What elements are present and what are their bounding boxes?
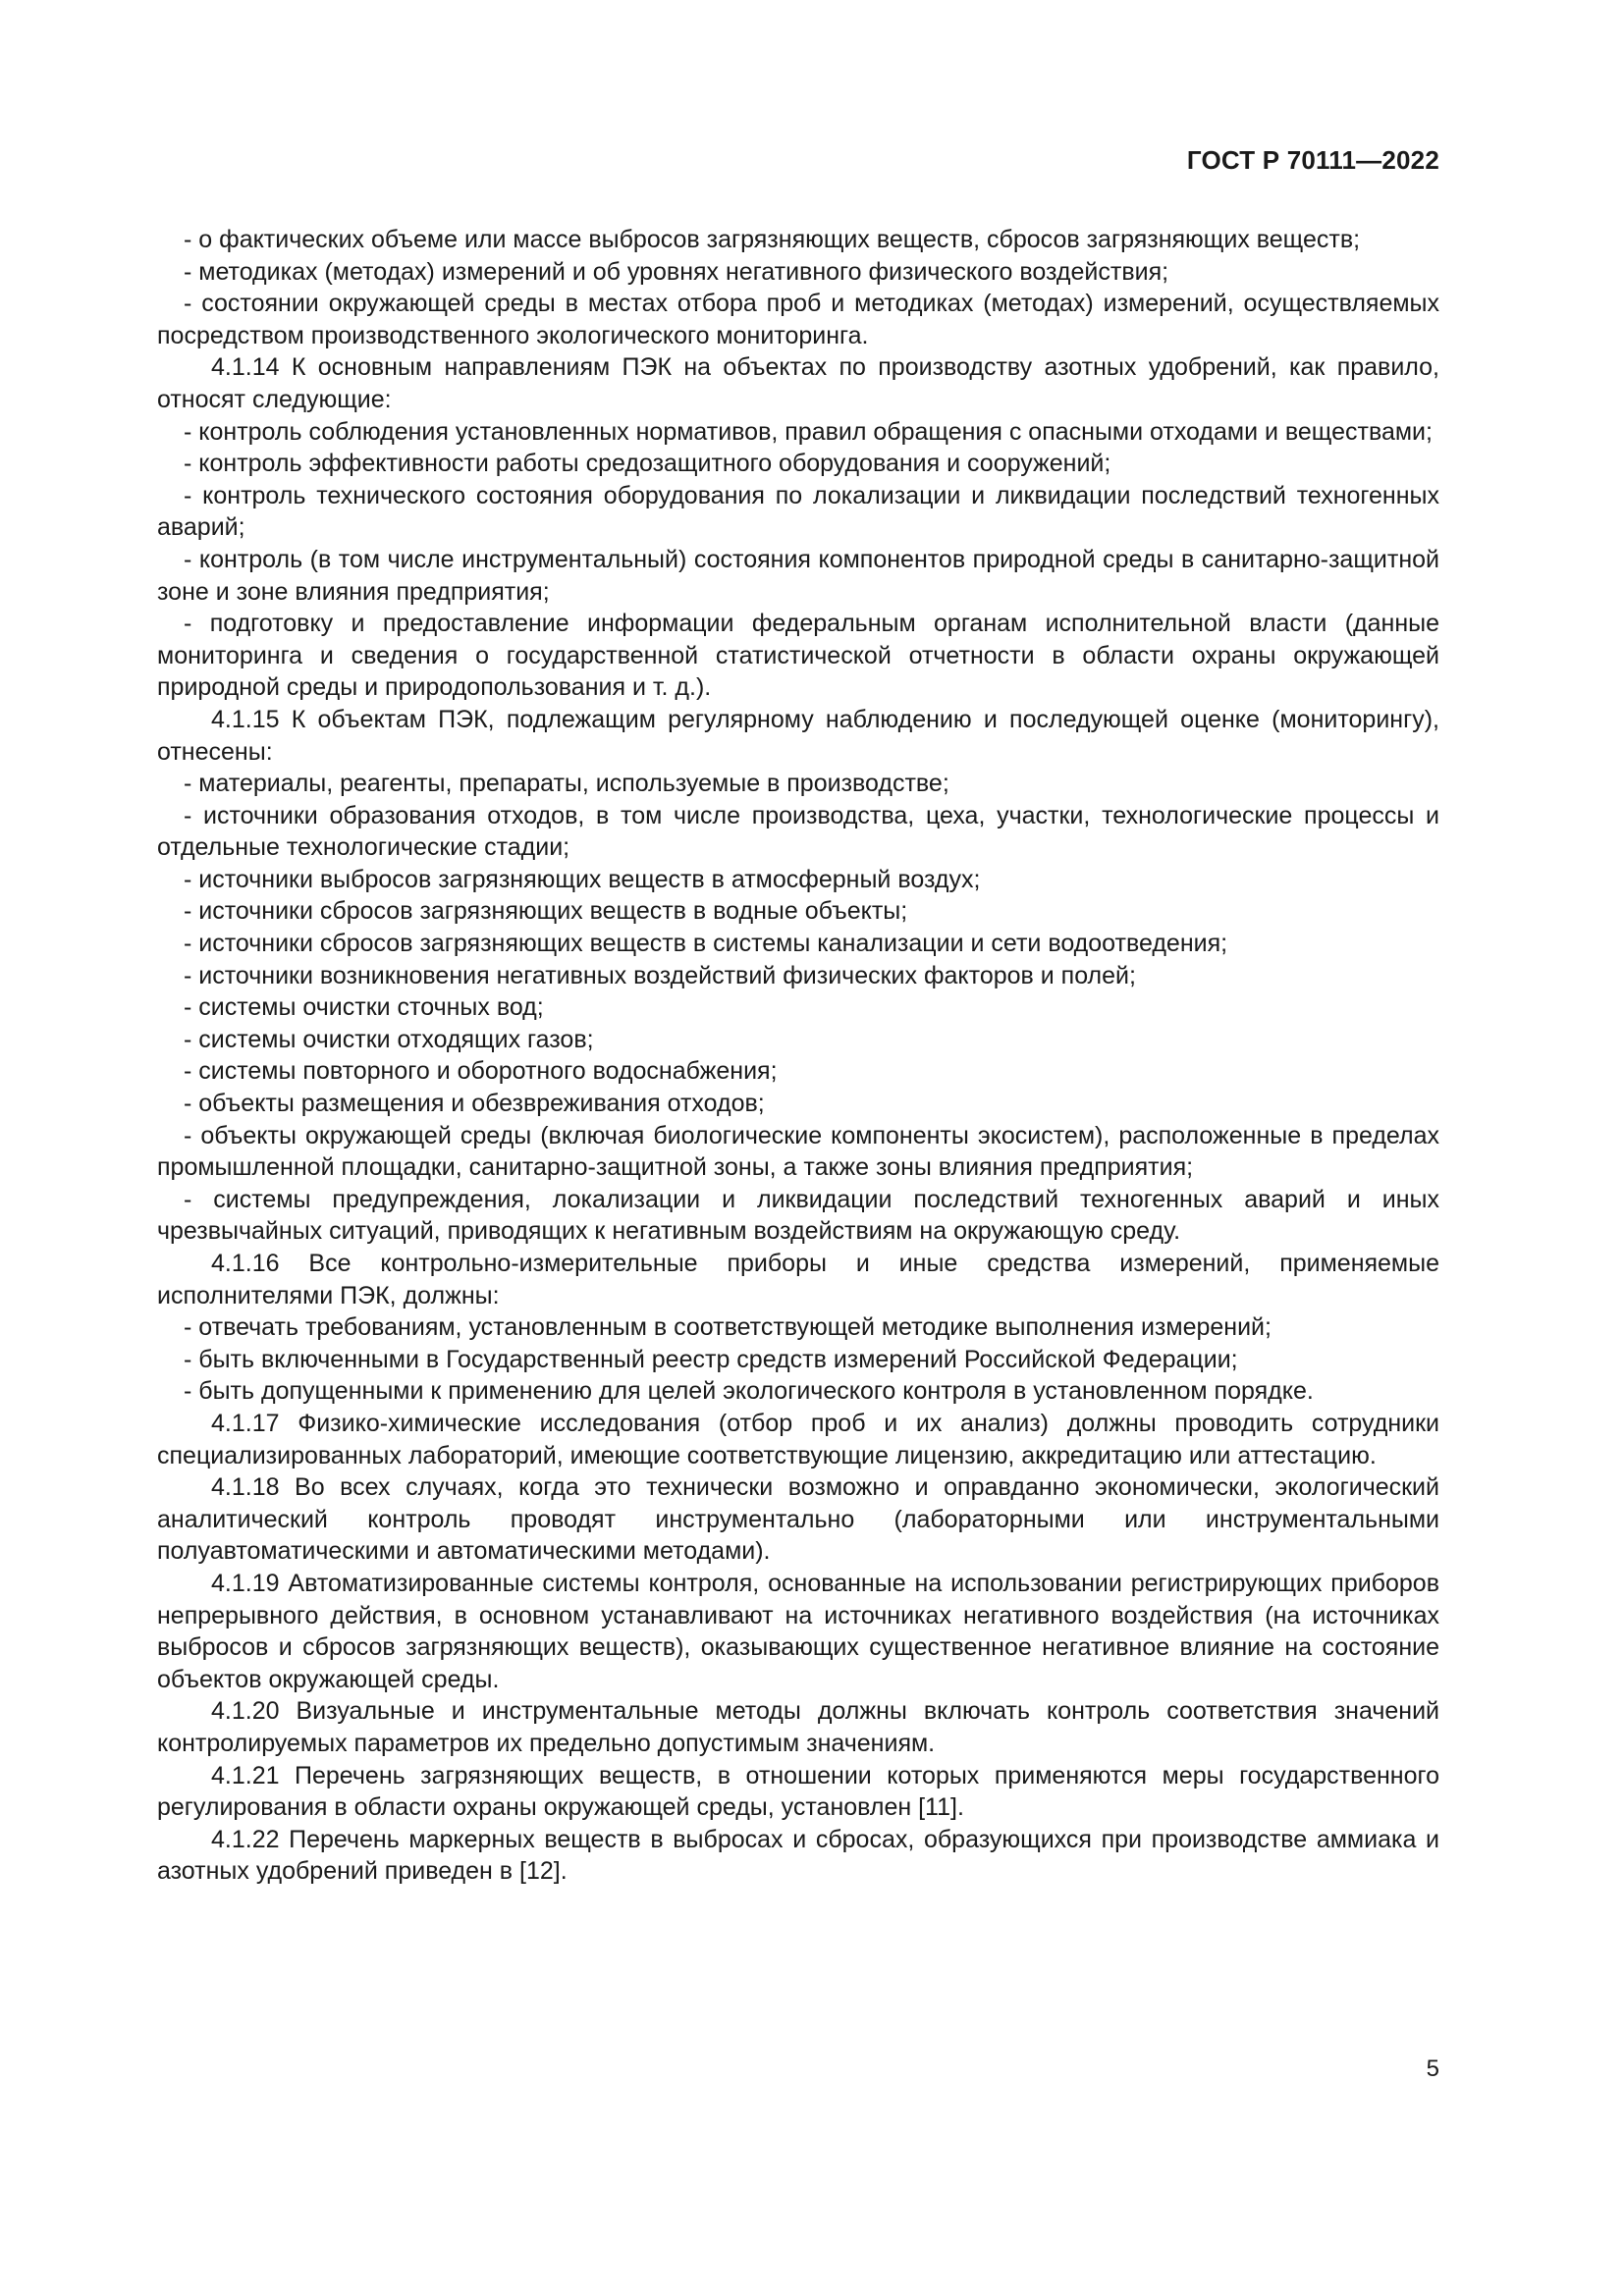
clause-paragraph: 4.1.17 Физико-химические исследования (отбор проб и их анализ) должны проводить сотрудники специализированных лабораторий, имеющие соответствующие лицензию, аккредитацию или аттестацию. [157, 1409, 1439, 1469]
list-item: - быть включенными в Государственный реестр средств измерений Российской Федерации; [184, 1345, 1238, 1373]
clause-paragraph: 4.1.16 Все контрольно-измерительные приборы и иные средства измерений, применяемые исполнителями ПЭК, должны: [157, 1250, 1439, 1309]
list-item: - быть допущенными к применению для целей экологического контроля в установленном порядке. [184, 1377, 1314, 1406]
list-item: - объекты размещения и обезвреживания отходов; [184, 1090, 765, 1118]
list-item: - отвечать требованиям, установленным в соответствующей методике выполнения измерений; [184, 1313, 1272, 1342]
list-item: - источники сбросов загрязняющих веществ в водные объекты; [184, 897, 908, 926]
clause-paragraph: 4.1.14 К основным направлениям ПЭК на объектах по производству азотных удобрений, как правило, относят следующие: [157, 353, 1439, 413]
standard-designation: ГОСТ Р 70111—2022 [1186, 145, 1439, 175]
list-item: - источники выбросов загрязняющих веществ в атмосферный воздух; [184, 865, 981, 893]
list-item: - источники образования отходов, в том числе производства, цеха, участки, технологические процессы и отдельные технологические стадии; [157, 801, 1439, 862]
list-item: - о фактических объеме или массе выбросов загрязняющих веществ, сбросов загрязняющих веществ; [184, 226, 1361, 253]
list-item: - системы очистки сточных вод; [184, 993, 544, 1022]
body-text [157, 224, 1439, 1888]
page-number: 5 [1426, 2056, 1439, 2082]
list-item: - контроль эффективности работы средозащитного оборудования и сооружений; [184, 450, 1111, 478]
clause-paragraph: 4.1.20 Визуальные и инструментальные методы должны включать контроль соответствия значений контролируемых параметров их предельно допустимым значениям. [157, 1697, 1439, 1757]
list-item: - материалы, реагенты, препараты, используемые в производстве; [184, 770, 949, 798]
list-item: - контроль соблюдения установленных нормативов, правил обращения с опасными отходами и веществами; [184, 417, 1433, 446]
list-item: - методиках (методах) измерений и об уровнях негативного физического воздействия; [184, 257, 1169, 286]
clause-paragraph: 4.1.15 К объектам ПЭК, подлежащим регулярному наблюдению и последующей оценке (мониторингу), отнесены: [157, 705, 1439, 766]
list-item: - системы предупреждения, локализации и ликвидации последствий техногенных аварий и иных чрезвычайных ситуаций, приводящих к негативным воздействиям на окружающую среду. [157, 1185, 1439, 1246]
list-item: - системы повторного и оборотного водоснабжения; [184, 1057, 778, 1086]
list-item: - контроль технического состояния оборудования по локализации и ликвидации последствий техногенных аварий; [157, 481, 1439, 542]
list-item: - контроль (в том числе инструментальный) состояния компонентов природной среды в санитарно-защитной зоне и зоне влияния предприятия; [157, 545, 1439, 606]
list-item: - состоянии окружающей среды в местах отбора проб и методиках (методах) измерений, осуществляемых посредством производственного экологического мониторинга. [157, 290, 1439, 349]
clause-paragraph: 4.1.21 Перечень загрязняющих веществ, в отношении которых применяются меры государственного регулирования в области охраны окружающей среды, установлен [11]. [157, 1761, 1439, 1822]
list-item: - подготовку и предоставление информации федеральным органам исполнительной власти (данные мониторинга и сведения о государственной статистической отчетности в области охраны окружающей природной среды и природопользования и т. д.). [157, 610, 1439, 702]
list-item: - объекты окружающей среды (включая биологические компоненты экосистем), расположенные в пределах промышленной площадки, санитарно-защитной зоны, а также зоны влияния предприятия; [157, 1121, 1439, 1182]
list-item: - системы очистки отходящих газов; [184, 1025, 594, 1053]
clause-paragraph: 4.1.19 Автоматизированные системы контроля, основанные на использовании регистрирующих приборов непрерывного действия, в основном устанавливают на источниках негативного воздействия (на источниках выбросов и сбросов загрязняющих веществ), оказывающих существенное негативное влияние на состояние объектов окружающей среды. [157, 1569, 1439, 1693]
clause-paragraph: 4.1.22 Перечень маркерных веществ в выбросах и сбросах, образующихся при производстве аммиака и азотных удобрений приведен в [12]. [157, 1825, 1439, 1886]
list-item: - источники сбросов загрязняющих веществ в системы канализации и сети водоотведения; [184, 930, 1228, 958]
clause-paragraph: 4.1.18 Во всех случаях, когда это технически возможно и оправданно экономически, экологический аналитический контроль проводят инструментально (лабораторными или инструментальными полуавтоматическими и автоматическими методами). [157, 1473, 1439, 1566]
list-item: - источники возникновения негативных воздействий физических факторов и полей; [184, 961, 1136, 989]
